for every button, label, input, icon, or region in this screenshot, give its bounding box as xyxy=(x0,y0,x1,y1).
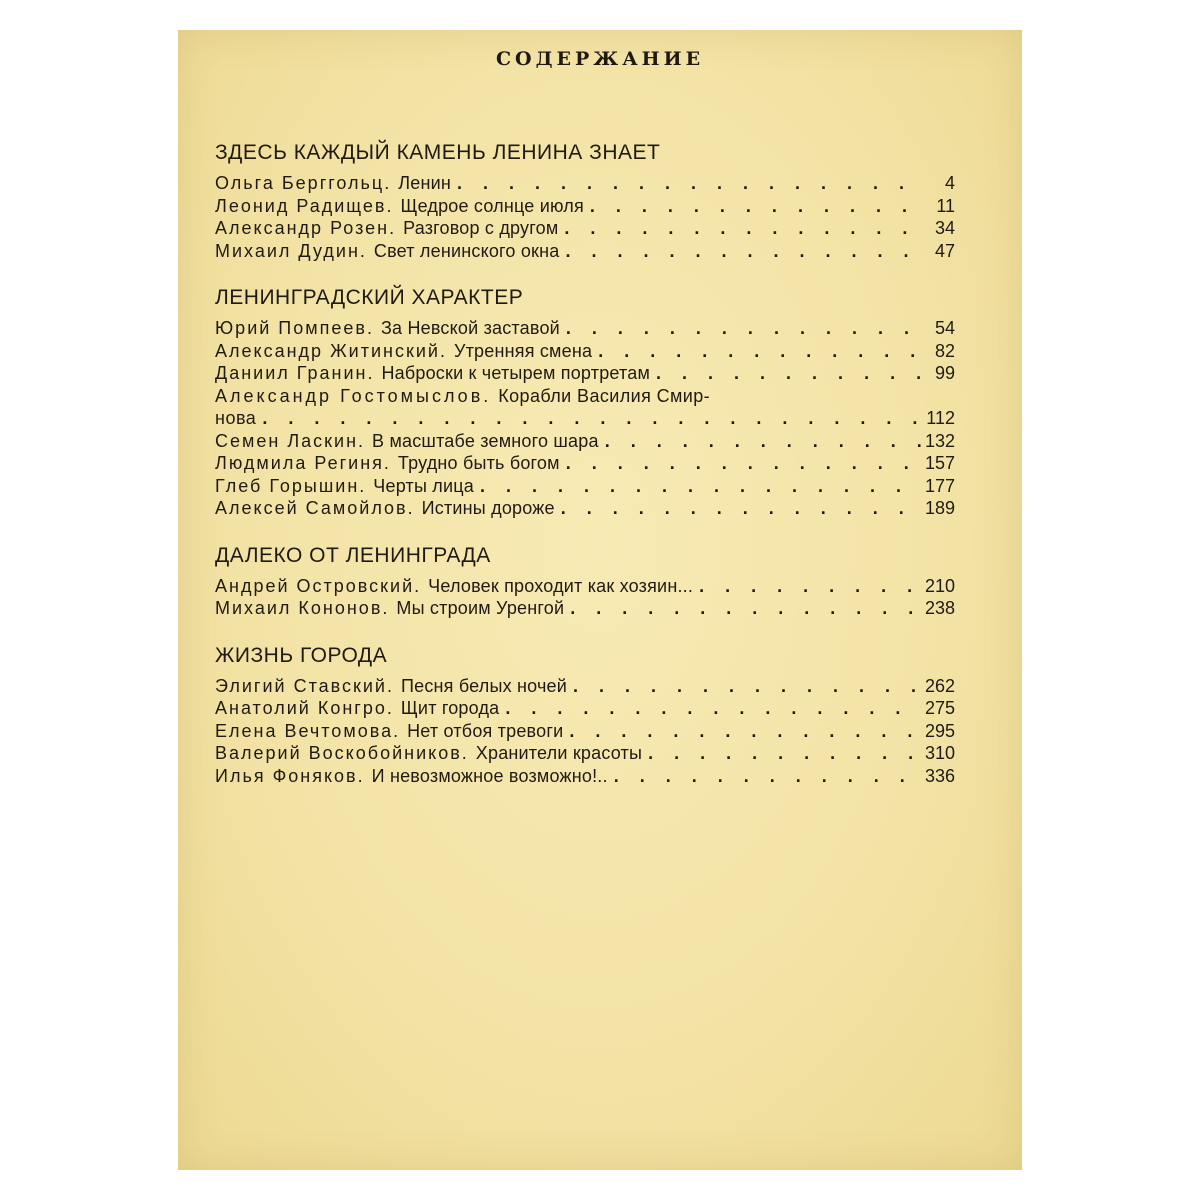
toc-entry xyxy=(215,475,955,498)
entry-work: В масштабе земного шара xyxy=(372,430,599,451)
entry-page: 210 xyxy=(924,575,955,596)
entry-work: Мы строим Уренгой xyxy=(396,598,565,618)
entry-author: Александр Гостомыслов. xyxy=(215,385,492,406)
toc-entry xyxy=(215,317,955,340)
entry-work: Наброски к четырем портретам xyxy=(381,363,651,383)
entry-work-continuation: нова xyxy=(215,408,257,428)
toc-section xyxy=(215,285,955,520)
dot-leader xyxy=(566,317,921,340)
entry-page: 336 xyxy=(924,765,955,786)
entry-author: Людмила Региня. xyxy=(215,453,391,473)
entry-work: Ленин xyxy=(398,173,452,193)
dot-leader xyxy=(566,452,921,475)
entry-author: Елена Вечтомова. xyxy=(215,720,401,741)
entry-page: 189 xyxy=(924,498,955,518)
entry-page: 99 xyxy=(934,363,955,383)
toc-entry xyxy=(215,675,955,698)
entry-author: Леонид Радищев. xyxy=(215,195,394,216)
entry-work: Хранители красоты xyxy=(475,743,643,763)
toc-section xyxy=(215,643,955,788)
entry-page: 47 xyxy=(934,240,955,261)
section-title: ДАЛЕКО ОТ ЛЕНИНГРАДА xyxy=(215,543,491,567)
page-title: СОДЕРЖАНИЕ xyxy=(495,48,705,70)
entry-work: Щит города xyxy=(400,698,500,718)
dot-leader xyxy=(573,675,921,698)
dot-leader xyxy=(569,720,921,743)
entry-work: Свет ленинского окна xyxy=(373,240,560,261)
entry-work: Истины дороже xyxy=(421,498,555,518)
dot-leader xyxy=(505,697,921,720)
entry-page: 157 xyxy=(924,453,955,473)
entry-page: 310 xyxy=(924,743,955,763)
toc-entry xyxy=(215,385,955,408)
dot-leader xyxy=(570,597,921,620)
toc-entry xyxy=(215,240,955,263)
entry-author: Алексей Самойлов. xyxy=(215,498,415,518)
dot-leader xyxy=(648,742,921,765)
dot-leader xyxy=(598,340,921,363)
entry-author: Семен Ласкин. xyxy=(215,430,366,451)
toc-entry xyxy=(215,217,955,240)
entry-page: 82 xyxy=(934,340,955,361)
section-title: ЖИЗНЬ ГОРОДА xyxy=(215,643,388,667)
entry-author: Глеб Горышин. xyxy=(215,475,367,496)
dot-leader xyxy=(564,217,921,240)
toc-entry xyxy=(215,340,955,363)
entry-page: 275 xyxy=(924,698,955,718)
dot-leader xyxy=(480,475,921,498)
entry-work: Утренняя смена xyxy=(453,340,593,361)
entry-author: Михаил Дудин. xyxy=(215,240,367,261)
dot-leader xyxy=(262,407,921,430)
entry-author: Андрей Островский. xyxy=(215,575,422,596)
dot-leader xyxy=(561,497,921,520)
entry-author: Александр Розен. xyxy=(215,218,397,238)
toc-entry xyxy=(215,195,955,218)
entry-work: За Невской заставой xyxy=(380,318,560,338)
entry-work: Человек проходит как хозяин... xyxy=(428,575,694,596)
entry-page: 112 xyxy=(926,408,955,428)
entry-work: Песня белых ночей xyxy=(400,675,567,696)
dot-leader xyxy=(656,362,921,385)
dot-leader xyxy=(565,240,921,263)
toc-entry xyxy=(215,697,955,720)
entry-page: 11 xyxy=(936,195,955,216)
entry-work: Разговор с другом xyxy=(403,218,559,238)
entry-author: Даниил Гранин. xyxy=(215,363,375,383)
dot-leader xyxy=(590,195,921,218)
entry-page: 295 xyxy=(924,720,955,741)
entry-author: Михаил Кононов. xyxy=(215,598,390,618)
dot-leader xyxy=(457,172,921,195)
entry-work: Корабли Василия Смир- xyxy=(498,385,711,406)
entry-work: Щедрое солнце июля xyxy=(400,195,584,216)
dot-leader xyxy=(614,765,921,788)
toc-entry xyxy=(215,430,955,453)
toc-entry xyxy=(215,575,955,598)
section-title: ЛЕНИНГРАДСКИЙ ХАРАКТЕР xyxy=(215,286,524,309)
toc-section xyxy=(215,140,955,262)
entry-work: Черты лица xyxy=(373,475,474,496)
toc-entry xyxy=(215,172,955,195)
entry-work: Трудно быть богом xyxy=(397,453,560,473)
table-of-contents xyxy=(215,140,955,810)
entry-author: Юрий Помпеев. xyxy=(215,318,374,338)
entry-author: Александр Житинский. xyxy=(215,340,447,361)
entry-author: Анатолий Конгро. xyxy=(215,698,394,718)
entry-author: Элигий Ставский. xyxy=(215,675,394,696)
toc-entry xyxy=(215,452,955,475)
entry-page: 4 xyxy=(944,173,955,193)
entry-work: И невозможное возможно!.. xyxy=(371,765,608,786)
entry-page: 177 xyxy=(924,475,955,496)
entry-page: 34 xyxy=(934,218,955,238)
entry-page: 262 xyxy=(924,675,955,696)
entry-author: Илья Фоняков. xyxy=(215,765,365,786)
section-title: ЗДЕСЬ КАЖДЫЙ КАМЕНЬ ЛЕНИНА ЗНАЕТ xyxy=(215,141,661,164)
entry-page: 132 xyxy=(924,430,955,451)
book-page xyxy=(178,30,1022,1170)
entry-page: 54 xyxy=(934,318,955,338)
entry-work: Нет отбоя тревоги xyxy=(407,720,564,741)
entry-author: Ольга Берггольц. xyxy=(215,173,392,193)
entry-page: 238 xyxy=(924,598,955,618)
toc-section xyxy=(215,543,955,620)
toc-entry xyxy=(215,742,955,765)
dot-leader xyxy=(699,575,921,598)
dot-leader xyxy=(605,430,921,453)
entry-author: Валерий Воскобойников. xyxy=(215,743,469,763)
toc-entry xyxy=(215,497,955,520)
toc-entry xyxy=(215,765,955,788)
toc-entry xyxy=(215,597,955,620)
toc-entry-continuation xyxy=(215,407,955,430)
toc-entry xyxy=(215,362,955,385)
toc-entry xyxy=(215,720,955,743)
